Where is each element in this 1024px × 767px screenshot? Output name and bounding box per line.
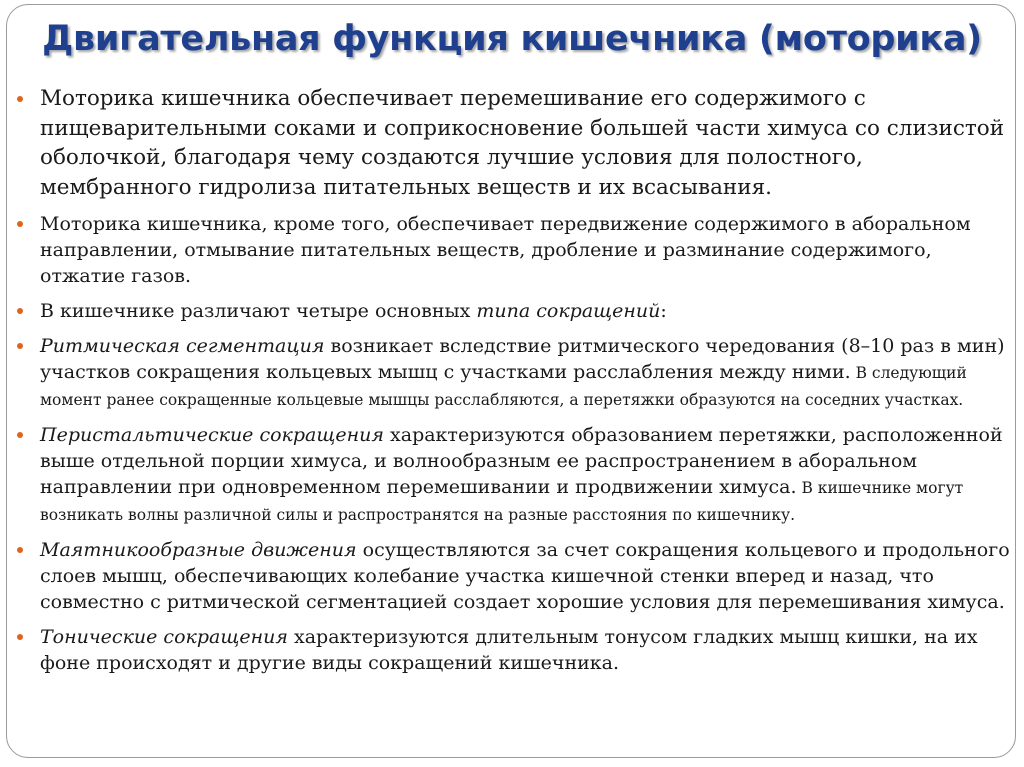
bullet-item-motility-mixing [15, 84, 1011, 202]
bullet-text [40, 300, 667, 322]
bullet-text [40, 335, 1005, 410]
bullet-text-main: В кишечнике различают четыре основных [40, 300, 477, 322]
bullet-dot-icon [17, 547, 23, 553]
bullet-term: Ритмическая сегментация [40, 335, 325, 357]
bullet-item-contraction-types [15, 298, 1011, 324]
bullet-text: Моторика кишечника, кроме того, обеспечивает передвижение содержимого в аборальном направлении, отмывание питательных веществ, дробление и разминание содержимого, отжатие газов. [40, 213, 971, 287]
bullet-item-peristaltic [15, 422, 1011, 528]
bullet-item-pendular [15, 537, 1011, 615]
bullet-text [40, 424, 1003, 525]
bullet-dot-icon [17, 432, 23, 438]
slide-frame [6, 4, 1016, 758]
bullet-definition: характеризуются образованием перетяжки, расположенной выше отдельной порции химуса, и волнообразным ее распространением в аборальном направлении при одновременном перемешивании и продвижении химуса. [40, 424, 1003, 498]
bullet-term: Тонические сокращения [40, 626, 288, 648]
bullet-item-tonic [15, 624, 1011, 676]
bullet-definition: характеризуются длительным тонусом гладких мышц кишки, на их фоне происходят и другие виды сокращений кишечника. [40, 626, 978, 674]
bullet-dot-icon [17, 96, 23, 102]
bullet-note: В следующий момент ранее сокращенные кольцевые мышцы расслабляются, а перетяжки образуются на соседних участках. [40, 364, 967, 409]
bullet-item-motility-transport [15, 211, 1011, 289]
bullet-definition: возникает вследствие ритмического чередования (8–10 раз в мин) участков сокращения кольцевых мышц с участками расслабления между ними. [40, 335, 1005, 383]
bullet-definition: осуществляются за счет сокращения кольцевого и продольного слоев мышц, обеспечивающих колебание участка кишечной стенки вперед и назад, что совместно с ритмической сегментацией создает хорошие условия для перемешивания химуса. [40, 539, 1010, 613]
bullet-dot-icon [17, 221, 23, 227]
bullet-term: Перистальтические сокращения [40, 424, 384, 446]
bullet-note: В кишечнике могут возникать волны различной силы и распространятся на разные расстояния по кишечнику. [40, 479, 964, 524]
bullet-text [40, 539, 1010, 613]
bullet-text: Моторика кишечника обеспечивает перемешивание его содержимого с пищеварительными соками и соприкосновение большей части химуса со слизистой оболочкой, благодаря чему создаются лучшие условия для полостного, мембранного гидролиза питательных веществ и их всасывания. [40, 86, 1005, 200]
bullet-text-emphasis: типа сокращений [476, 300, 661, 322]
bullet-text-tail: : [660, 300, 667, 322]
bullet-term: Маятникообразные движения [40, 539, 357, 561]
bullet-dot-icon [17, 634, 23, 640]
bullet-list [15, 84, 1011, 685]
slide-title: Двигательная функция кишечника (моторика) [42, 19, 982, 59]
bullet-dot-icon [17, 343, 23, 349]
bullet-item-rhythmic-segmentation [15, 333, 1011, 413]
bullet-dot-icon [17, 308, 23, 314]
bullet-text [40, 626, 978, 674]
